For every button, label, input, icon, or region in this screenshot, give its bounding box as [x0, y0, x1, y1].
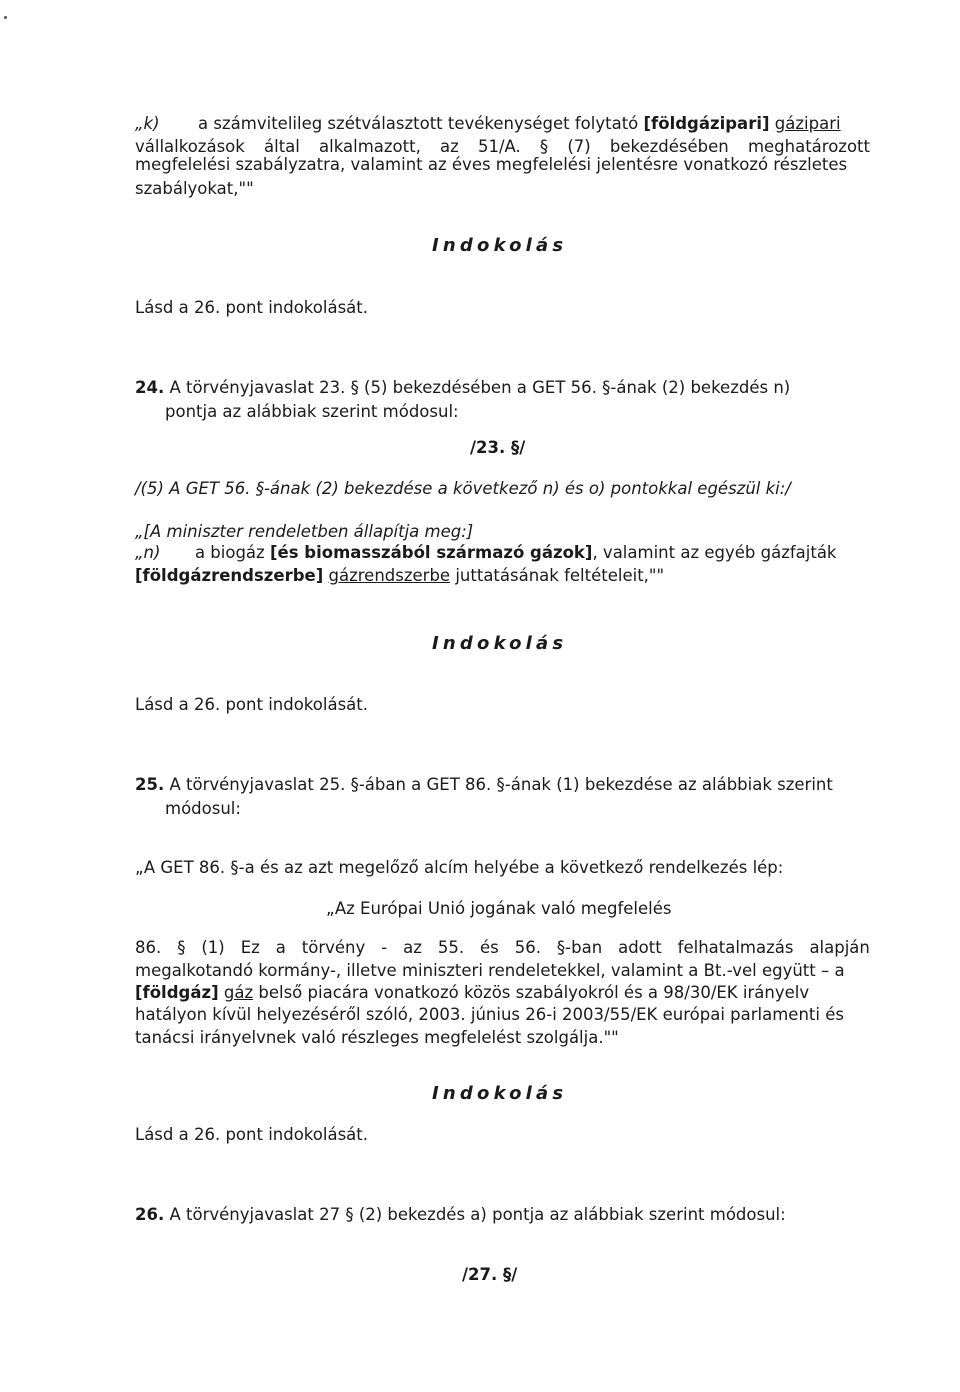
k-item-line2: [135, 139, 870, 156]
para-86-line2: megalkotandó kormány-, illetve miniszteri rendeletekkel, valamint a Bt.-vel együtt – a: [135, 961, 845, 980]
item-24-quote-intro: „[A miniszter rendeletben állapítja meg:]: [135, 522, 474, 541]
scan-speck: [4, 16, 7, 19]
item-26-ref: /27. §/: [462, 1265, 518, 1284]
get86-intro: „A GET 86. §-a és az azt megelőző alcím helyébe a következő rendelkezés lép:: [135, 858, 784, 877]
item-24-number: 24.: [135, 378, 165, 397]
para-86-word: Ez: [240, 938, 260, 957]
para-86-word: -: [381, 938, 388, 957]
item-24-n-line1: [135, 545, 870, 562]
item-24-n-post: , valamint az egyéb gázfajták: [592, 543, 837, 562]
para-86-rest: belső piacára vonatkozó közös szabályokról és a 98/30/EK irányelv: [258, 983, 810, 1002]
k-item-word: bekezdésében: [609, 137, 729, 156]
item-24-line1: [135, 380, 870, 397]
reasoning-heading: Indokolás: [432, 1083, 568, 1104]
k-item-word: §: [539, 137, 549, 156]
k-item-line3: megfelelési szabályzatra, valamint az éves megfelelési jelentésre vonatkozó részletes: [135, 155, 848, 174]
para-86-word: 56.: [514, 938, 541, 957]
item-26-text: A törvényjavaslat 27 § (2) bekezdés a) pontja az alábbiak szerint módosul:: [169, 1205, 786, 1224]
eu-subtitle: „Az Európai Unió jogának való megfelelés: [326, 899, 672, 918]
para-86-word: és: [480, 938, 499, 957]
see-26-text: Lásd a 26. pont indokolását.: [135, 298, 368, 317]
item-24-text: A törvényjavaslat 23. § (5) bekezdésében a GET 56. §-ának (2) bekezdés n): [169, 378, 791, 397]
item-24-n-deleted2: [földgázrendszerbe]: [135, 566, 324, 585]
reasoning-heading: Indokolás: [432, 633, 568, 654]
item-26-number: 26.: [135, 1205, 165, 1224]
k-item-word: 51/A.: [477, 137, 521, 156]
item-24-n-rest: juttatásának feltételeit,"": [455, 566, 665, 585]
k-item-marker: „k): [135, 114, 160, 133]
para-86-line4: hatályon kívül helyezéséről szóló, 2003. június 26-i 2003/55/EK európai parlamenti és: [135, 1005, 844, 1024]
para-86-inserted: gáz: [223, 983, 254, 1002]
item-25-text: A törvényjavaslat 25. §-ában a GET 86. §-ának (1) bekezdése az alábbiak szerint: [169, 775, 833, 794]
item-24-line2: pontja az alábbiak szerint módosul:: [165, 402, 459, 421]
para-86-word: §-ban: [556, 938, 603, 957]
para-86-word: §: [177, 938, 186, 957]
k-item-inserted-term: gázipari: [774, 114, 841, 133]
see-26-text: Lásd a 26. pont indokolását.: [135, 1125, 368, 1144]
para-86-word: (1): [201, 938, 225, 957]
item-24-n-inserted: gázrendszerbe: [328, 566, 451, 585]
para-86-word: az: [403, 938, 422, 957]
k-item-word: által: [264, 137, 300, 156]
reasoning-heading: Indokolás: [432, 235, 568, 256]
item-25-line1: [135, 777, 870, 794]
k-item-word: vállalkozások: [135, 137, 245, 156]
item-25-number: 25.: [135, 775, 165, 794]
k-item-word: (7): [567, 137, 591, 156]
para-86-word: felhatalmazás: [677, 938, 794, 957]
k-item-word: az: [440, 137, 459, 156]
para-86-word: 55.: [437, 938, 465, 957]
item-24-context: /(5) A GET 56. §-ának (2) bekezdése a következő n) és o) pontokkal egészül ki:/: [135, 479, 791, 498]
para-86-word: a: [275, 938, 286, 957]
item-24-n-line2: [135, 568, 664, 585]
para-86-word: törvény: [301, 938, 366, 957]
para-86-line5: tanácsi irányelvnek való részleges megfelelést szolgálja."": [135, 1028, 619, 1047]
para-86-word: alapján: [809, 938, 870, 957]
para-86-word: adott: [618, 938, 662, 957]
para-86-line1: [135, 940, 870, 957]
para-86-word: 86.: [135, 938, 162, 957]
item-24-n-deleted: [és biomasszából származó gázok]: [269, 543, 593, 562]
para-86-line3: [135, 985, 809, 1002]
k-item-deleted-term: [földgázipari]: [643, 114, 770, 133]
k-item-word: alkalmazott,: [319, 137, 421, 156]
item-24-n-marker: „n): [135, 543, 161, 562]
k-item-line1: [135, 116, 870, 133]
item-25-line2: módosul:: [165, 799, 241, 818]
item-26-line: [135, 1207, 786, 1224]
k-item-line4: szabályokat,"": [135, 179, 254, 198]
see-26-text: Lásd a 26. pont indokolását.: [135, 695, 368, 714]
k-item-text: a számvitelileg szétválasztott tevékenységet folytató: [198, 114, 639, 133]
k-item-word: meghatározott: [747, 137, 870, 156]
item-24-ref: /23. §/: [470, 438, 526, 457]
item-24-n-pre: a biogáz: [194, 543, 265, 562]
para-86-deleted: [földgáz]: [135, 983, 219, 1002]
